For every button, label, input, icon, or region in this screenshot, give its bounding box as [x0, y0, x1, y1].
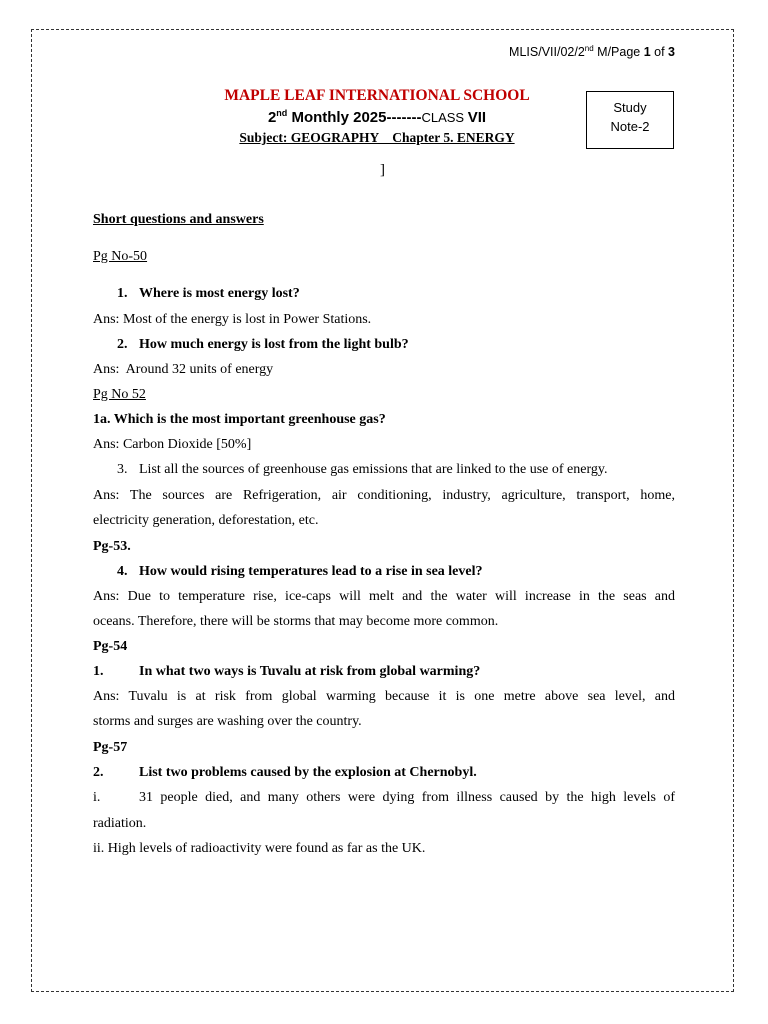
question-number: 1.: [93, 664, 104, 679]
question-number: 4.: [117, 564, 128, 579]
answer-1: Ans: Most of the energy is lost in Power Stations.: [93, 312, 372, 327]
answer-text: 31 people died, and many others were dying from illness caused by the high levels of: [139, 790, 675, 805]
page-reference: MLIS/VII/02/2nd M/Page 1 of 3: [509, 44, 675, 60]
answer-4-line1: Ans: Due to temperature rise, ice-caps will melt and the water will increase in the seas and: [93, 589, 675, 604]
question-text: How much energy is lost from the light bulb?: [139, 337, 409, 352]
list-marker: i.: [93, 790, 101, 805]
page-ref-52: Pg No 52: [93, 387, 146, 402]
answer-chernobyl-i-line2: radiation.: [93, 816, 147, 831]
question-text: List all the sources of greenhouse gas emissions that are linked to the use of energy.: [139, 462, 608, 477]
study-note-box: [586, 91, 674, 149]
answer-2: Ans: Around 32 units of energy: [93, 362, 274, 377]
page-ref-53: Pg-53.: [93, 539, 131, 554]
answer-chernobyl-ii: ii. High levels of radioactivity were found as far as the UK.: [93, 841, 426, 856]
answer-1a: Ans: Carbon Dioxide [50%]: [93, 437, 252, 452]
answer-4-line2: oceans. Therefore, there will be storms that may become more common.: [93, 614, 499, 629]
note-label-line1: Study: [613, 100, 647, 115]
page-ref-54: Pg-54: [93, 639, 128, 654]
answer-tuvalu-line1: Ans: Tuvalu is at risk from global warming because it is one metre above sea level, and: [93, 689, 675, 704]
exam-title: 2nd Monthly 2025-------CLASS VII: [267, 108, 487, 126]
question-text: How would rising temperatures lead to a rise in sea level?: [139, 564, 483, 579]
question-1a: 1a. Which is the most important greenhouse gas?: [93, 412, 386, 427]
question-number: 2.: [117, 337, 128, 352]
answer-3-line1: Ans: The sources are Refrigeration, air conditioning, industry, agriculture, transport, home,: [93, 488, 675, 503]
page-ref-50: Pg No-50: [93, 249, 148, 264]
note-label-line2: Note-2: [610, 119, 650, 134]
answer-tuvalu-line2: storms and surges are washing over the country.: [93, 714, 362, 729]
question-text: List two problems caused by the explosion at Chernobyl.: [139, 765, 477, 780]
school-name: MAPLE LEAF INTERNATIONAL SCHOOL: [224, 87, 530, 104]
question-number: 2.: [93, 765, 104, 780]
question-text: In what two ways is Tuvalu at risk from global warming?: [139, 664, 481, 679]
question-number: 1.: [117, 286, 128, 301]
stray-bracket: ]: [380, 162, 385, 178]
answer-3-line2: electricity generation, deforestation, etc.: [93, 513, 319, 528]
question-number: 3.: [117, 462, 128, 477]
section-title: Short questions and answers: [93, 212, 264, 227]
subject-line: Subject: GEOGRAPHY Chapter 5. ENERGY: [239, 130, 515, 145]
page-ref-57: Pg-57: [93, 740, 128, 755]
question-text: Where is most energy lost?: [139, 286, 300, 301]
